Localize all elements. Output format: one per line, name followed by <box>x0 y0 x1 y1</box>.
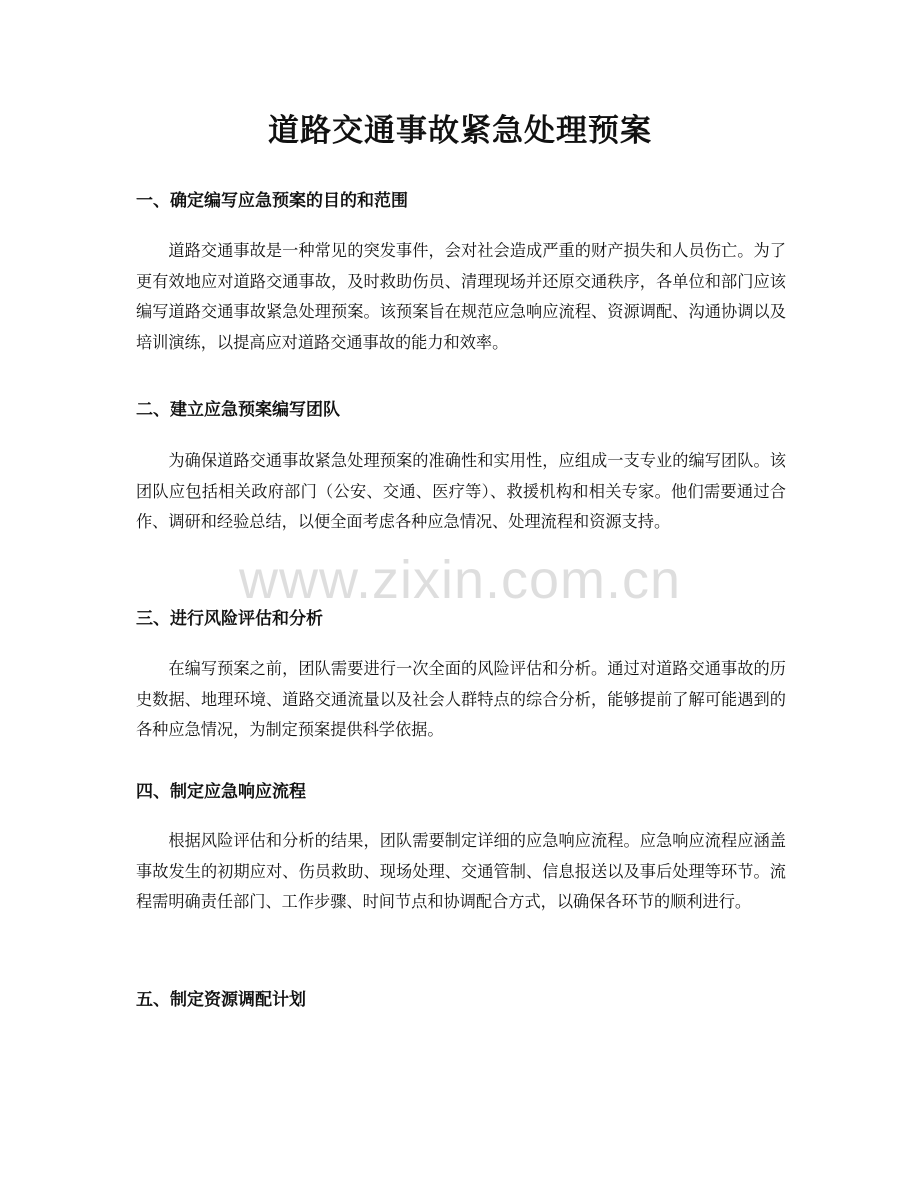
section-paragraph-4: 根据风险评估和分析的结果，团队需要制定详细的应急响应流程。应急响应流程应涵盖事故发生的初期应对、伤员救助、现场处理、交通管制、信息报送以及事后处理等环节。流程需明确责任部门、工作步骤、时间节点和协调配合方式，以确保各环节的顺利进行。 <box>136 831 786 911</box>
section-heading-5: 五、制定资源调配计划 <box>136 990 306 1010</box>
section-paragraph-2: 为确保道路交通事故紧急处理预案的准确性和实用性，应组成一支专业的编写团队。该团队应包括相关政府部门（公安、交通、医疗等）、救援机构和相关专家。他们需要通过合作、调研和经验总结，以便全面考虑各种应急情况、处理流程和资源支持。 <box>136 451 786 531</box>
section-paragraph-1: 道路交通事故是一种常见的突发事件，会对社会造成严重的财产损失和人员伤亡。为了更有效地应对道路交通事故，及时救助伤员、清理现场并还原交通秩序，各单位和部门应该编写道路交通事故紧急处理预案。该预案旨在规范应急响应流程、资源调配、沟通协调以及培训演练，以提高应对道路交通事故的能力和效率。 <box>136 241 786 352</box>
watermark: www.zixin.com.cn <box>238 550 682 610</box>
section-heading-4: 四、制定应急响应流程 <box>136 782 306 802</box>
section-heading-3: 三、进行风险评估和分析 <box>136 609 323 629</box>
document-title: 道路交通事故紧急处理预案 <box>268 113 652 149</box>
section-heading-1: 一、确定编写应急预案的目的和范围 <box>136 191 408 211</box>
section-heading-2: 二、建立应急预案编写团队 <box>136 400 340 420</box>
section-paragraph-3: 在编写预案之前，团队需要进行一次全面的风险评估和分析。通过对道路交通事故的历史数据、地理环境、道路交通流量以及社会人群特点的综合分析，能够提前了解可能遇到的各种应急情况，为制定预案提供科学依据。 <box>136 659 786 739</box>
